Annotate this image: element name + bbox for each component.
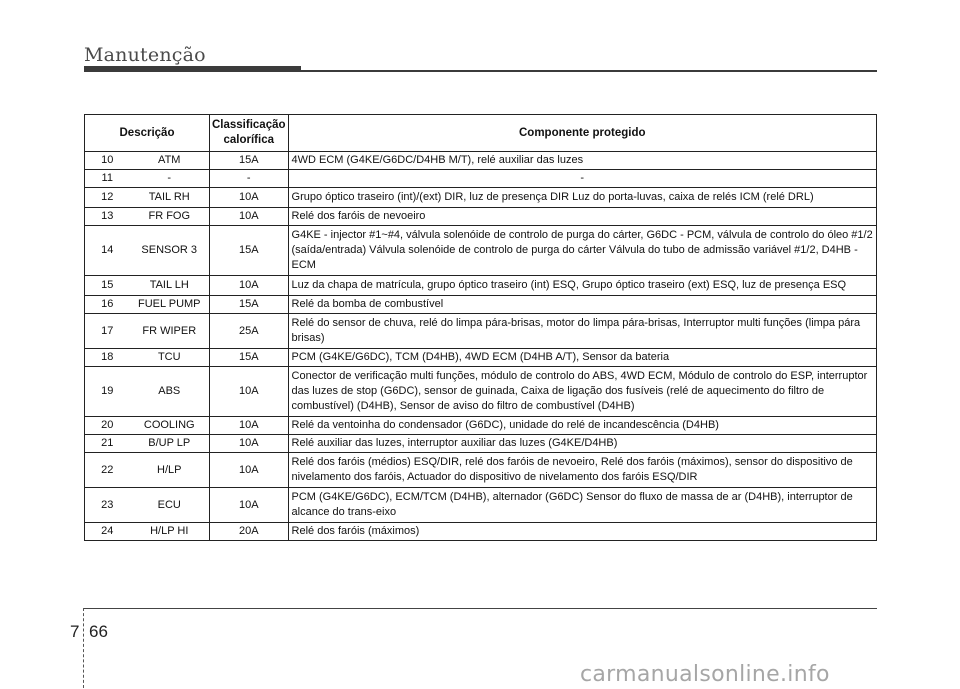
fuse-component: PCM (G4KE/G6DC), TCM (D4HB), 4WD ECM (D4HB A/T), Sensor da bateria	[288, 349, 876, 367]
fuse-component: Relé do sensor de chuva, relé do limpa pára-brisas, motor do limpa pára-brisas, Interruptor multi funções (limpa pára brisas)	[288, 314, 876, 349]
fuse-number: 10	[85, 152, 130, 170]
table-row	[85, 349, 877, 367]
table-row	[85, 208, 877, 226]
table-header-row	[85, 115, 877, 152]
table-row	[85, 226, 877, 276]
fuse-rating: 10A	[210, 488, 289, 523]
fuse-number: 19	[85, 367, 130, 417]
fuse-component: 4WD ECM (G4KE/G6DC/D4HB M/T), relé auxiliar das luzes	[288, 152, 876, 170]
header-component: Componente protegido	[288, 115, 876, 152]
fuse-rating: 15A	[210, 296, 289, 314]
fuse-rating: 10A	[210, 276, 289, 296]
fuse-name: ECU	[130, 488, 210, 523]
fuse-component: Relé dos faróis de nevoeiro	[288, 208, 876, 226]
fuse-name: ATM	[130, 152, 210, 170]
watermark: carmanualsonline.info	[580, 662, 830, 687]
header-description: Descrição	[85, 115, 210, 152]
fuse-name: B/UP LP	[130, 435, 210, 453]
fuse-name: TAIL RH	[130, 188, 210, 208]
fuse-number: 17	[85, 314, 130, 349]
fuse-number: 14	[85, 226, 130, 276]
fuse-component: Luz da chapa de matrícula, grupo óptico traseiro (int) ESQ, Grupo óptico traseiro (ext) ESQ, luz de presença ESQ	[288, 276, 876, 296]
fuse-rating: 10A	[210, 367, 289, 417]
footer-divider	[83, 608, 84, 688]
fuse-name: FR FOG	[130, 208, 210, 226]
header-rule-thick	[84, 66, 301, 72]
fuse-name: TCU	[130, 349, 210, 367]
fuse-table	[84, 114, 877, 541]
fuse-component: Conector de verificação multi funções, módulo de controlo do ABS, 4WD ECM, Módulo de controlo do ESP, interruptor das luzes de stop (G6DC), sensor de guinada, Caixa de ligação dos fusíveis (relé de aquecimento do filtro de combustível) (D4HB), Sensor de aviso do filtro de combustível (D4HB)	[288, 367, 876, 417]
footer-rule	[84, 608, 877, 609]
fuse-number: 20	[85, 417, 130, 435]
fuse-number: 24	[85, 523, 130, 541]
fuse-name: COOLING	[130, 417, 210, 435]
fuse-number: 16	[85, 296, 130, 314]
fuse-rating: 10A	[210, 188, 289, 208]
table-row	[85, 296, 877, 314]
fuse-number: 21	[85, 435, 130, 453]
page-title: Manutenção	[84, 44, 206, 66]
fuse-rating: 10A	[210, 435, 289, 453]
fuse-component: G4KE - injector #1~#4, válvula solenóide de controlo de purga do cárter, G6DC - PCM, válvula de controlo do óleo #1/2 (saída/entrada) Válvula solenóide de controlo de purga do cárter Válvula do tubo de admissão variável #1/2, D4HB - ECM	[288, 226, 876, 276]
header-rating: Classificação calorífica	[210, 115, 289, 152]
fuse-number: 13	[85, 208, 130, 226]
table-row	[85, 152, 877, 170]
fuse-name: TAIL LH	[130, 276, 210, 296]
table-row	[85, 314, 877, 349]
fuse-name: H/LP	[130, 453, 210, 488]
fuse-rating: 15A	[210, 226, 289, 276]
fuse-rating: 15A	[210, 152, 289, 170]
fuse-name: H/LP HI	[130, 523, 210, 541]
fuse-component: PCM (G4KE/G6DC), ECM/TCM (D4HB), alternador (G6DC) Sensor do fluxo de massa de ar (D4HB), interruptor de alcance do trans-eixo	[288, 488, 876, 523]
page-number: 66	[89, 622, 108, 641]
fuse-name: -	[130, 170, 210, 188]
fuse-rating: 10A	[210, 453, 289, 488]
fuse-component: Relé dos faróis (médios) ESQ/DIR, relé dos faróis de nevoeiro, Relé dos faróis (máximos), sensor do dispositivo de nivelamento dos faróis, Actuador do dispositivo de nivelamento dos faróis ESQ/DIR	[288, 453, 876, 488]
fuse-rating: 10A	[210, 208, 289, 226]
table-row	[85, 488, 877, 523]
table-row	[85, 367, 877, 417]
fuse-component: -	[288, 170, 876, 188]
fuse-name: FUEL PUMP	[130, 296, 210, 314]
fuse-rating: 20A	[210, 523, 289, 541]
header-rule-thin	[301, 70, 877, 72]
fuse-rating: -	[210, 170, 289, 188]
fuse-number: 11	[85, 170, 130, 188]
table-row	[85, 188, 877, 208]
fuse-rating: 25A	[210, 314, 289, 349]
fuse-name: SENSOR 3	[130, 226, 210, 276]
fuse-number: 18	[85, 349, 130, 367]
table-row	[85, 435, 877, 453]
fuse-name: FR WIPER	[130, 314, 210, 349]
table-row	[85, 417, 877, 435]
fuse-component: Relé da bomba de combustível	[288, 296, 876, 314]
fuse-number: 15	[85, 276, 130, 296]
fuse-number: 22	[85, 453, 130, 488]
table-row	[85, 523, 877, 541]
fuse-component: Grupo óptico traseiro (int)/(ext) DIR, luz de presença DIR Luz do porta-luvas, caixa de relés ICM (relé DRL)	[288, 188, 876, 208]
fuse-component: Relé auxiliar das luzes, interruptor auxiliar das luzes (G4KE/D4HB)	[288, 435, 876, 453]
fuse-component: Relé dos faróis (máximos)	[288, 523, 876, 541]
table-row	[85, 170, 877, 188]
table-row	[85, 453, 877, 488]
fuse-number: 12	[85, 188, 130, 208]
table-row	[85, 276, 877, 296]
fuse-component: Relé da ventoinha do condensador (G6DC), unidade do relé de incandescência (D4HB)	[288, 417, 876, 435]
fuse-rating: 15A	[210, 349, 289, 367]
fuse-number: 23	[85, 488, 130, 523]
fuse-rating: 10A	[210, 417, 289, 435]
fuse-name: ABS	[130, 367, 210, 417]
section-number: 7	[70, 622, 80, 641]
